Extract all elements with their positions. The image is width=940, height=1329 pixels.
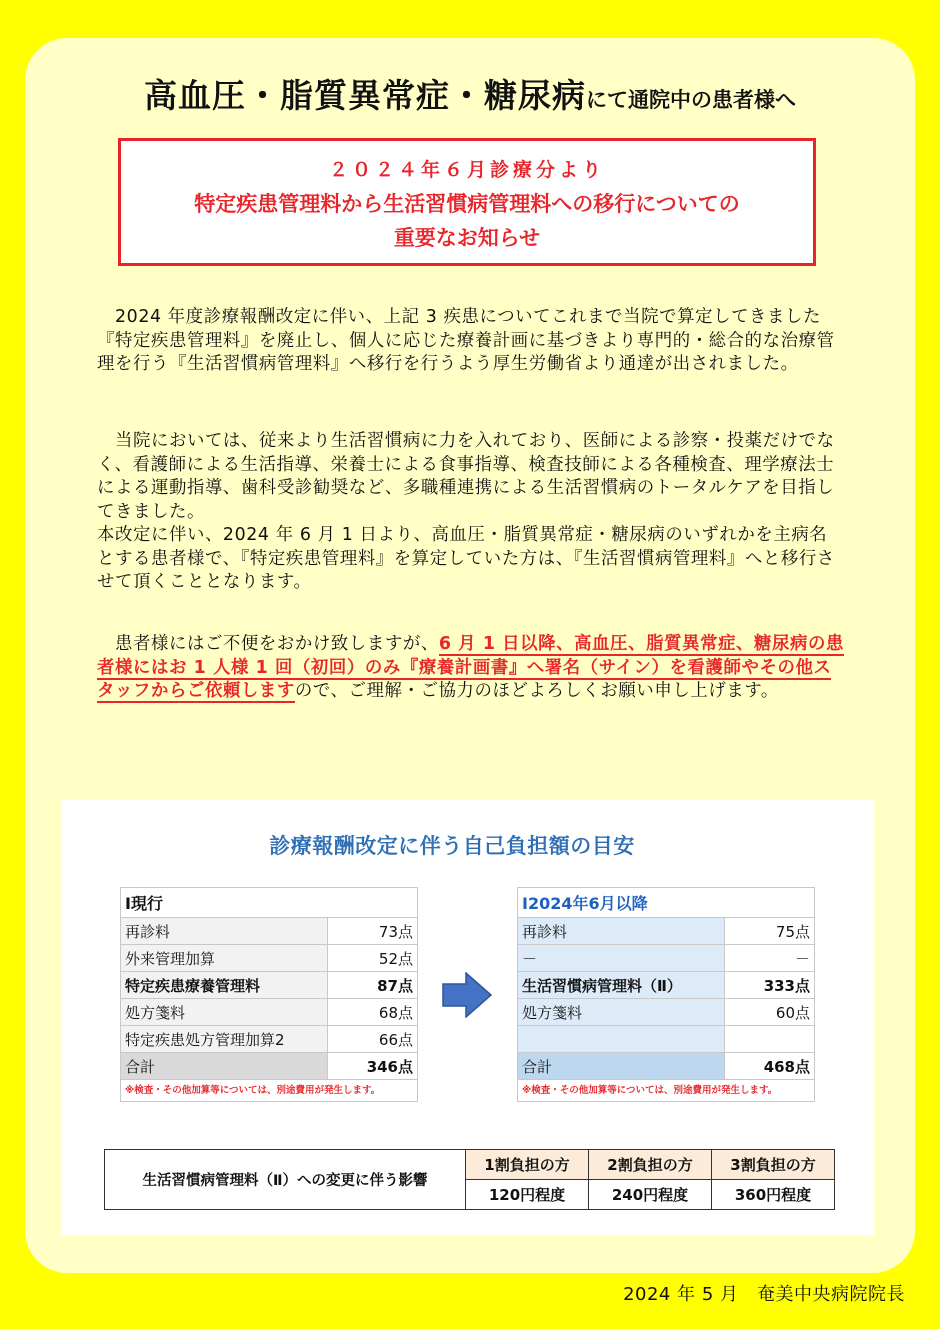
impact-value-10pct: 120円程度	[466, 1180, 589, 1210]
fee-total-label: 合計	[518, 1053, 725, 1080]
fee-item-points: 75点	[725, 918, 815, 945]
current-fee-note: ※検査・その他加算等については、別途費用が発生します。	[121, 1080, 418, 1102]
page-title-main: 高血圧・脂質異常症・糖尿病	[144, 76, 586, 115]
table-row	[121, 918, 418, 945]
fee-item-name: 再診料	[518, 918, 725, 945]
revised-fee-table	[517, 887, 815, 1102]
fee-total-label: 合計	[121, 1053, 328, 1080]
cost-impact-table	[104, 1149, 835, 1210]
table-row-total	[121, 1053, 418, 1080]
revised-fee-header: Ⅰ2024年6月以降	[518, 888, 815, 918]
fee-item-name: －	[518, 945, 725, 972]
table-row	[518, 999, 815, 1026]
table-row	[518, 918, 815, 945]
fee-item-name: 外来管理加算	[121, 945, 328, 972]
impact-value-30pct: 360円程度	[712, 1180, 835, 1210]
impact-header-10pct: 1割負担の方	[466, 1150, 589, 1180]
right-arrow-icon	[442, 972, 492, 1018]
paragraph-revision	[97, 306, 845, 377]
fee-item-name: 特定疾患処方管理加算2	[121, 1026, 328, 1053]
paragraph-transition-text: 本改定に伴い、2024 年 6 月 1 日より、高血圧・脂質異常症・糖尿病のいずれかを主病名とする患者様で、『特定疾患管理料』を算定していた方は、『生活習慣病管理料』へと移行させて頂くこととなります。	[97, 525, 835, 592]
fee-item-name: 処方箋料	[121, 999, 328, 1026]
fee-comparison-title: 診療報酬改定に伴う自己負担額の目安	[269, 834, 635, 858]
fee-item-points: 68点	[328, 999, 418, 1026]
notice-line-2: 特定疾患管理料から生活習慣病管理料への移行についての	[194, 192, 740, 216]
fee-item-name: 生活習慣病管理料（Ⅱ）	[518, 972, 725, 999]
table-row	[121, 972, 418, 999]
notice-line-1: ２０２４年６月診療分より	[328, 159, 605, 181]
fee-item-points: 333点	[725, 972, 815, 999]
page-title	[0, 70, 940, 117]
fee-item-name: 再診料	[121, 918, 328, 945]
fee-item-points: 60点	[725, 999, 815, 1026]
fee-item-name	[518, 1026, 725, 1053]
table-row	[121, 1026, 418, 1053]
fee-item-name: 処方箋料	[518, 999, 725, 1026]
fee-item-points: 66点	[328, 1026, 418, 1053]
paragraph-hospital-care	[97, 430, 845, 595]
paragraph-revision-text: 2024 年度診療報酬改定に伴い、上記 3 疾患についてこれまで当院で算定してきました『特定疾患管理料』を廃止し、個人に応じた療養計画に基づきより専門的・総合的な治療管理を行う『生活習慣病管理料』へ移行を行うよう厚生労働省より通達が出されました。	[97, 307, 835, 374]
notice-line-3: 重要なお知らせ	[393, 226, 541, 250]
table-row	[518, 945, 815, 972]
fee-item-points: 87点	[328, 972, 418, 999]
fee-item-name: 特定疾患療養管理料	[121, 972, 328, 999]
request-closing: ので、ご理解・ご協力のほどよろしくお願い申し上げます。	[294, 681, 779, 701]
request-highlight: 6 月 1 日以降、高血圧、脂質異常症、糖尿病の患者様にはお 1 人様 1 回（初回）のみ『療養計画書』へ署名（サイン）を看護師やその他スタッフからご依頼します	[97, 634, 845, 701]
table-row	[518, 1026, 815, 1053]
impact-header-20pct: 2割負担の方	[589, 1150, 712, 1180]
important-notice-box	[118, 138, 816, 266]
paragraph-request	[97, 633, 845, 704]
table-row	[518, 972, 815, 999]
signature-footer: 2024 年 5 月 奄美中央病院院長	[623, 1284, 905, 1305]
impact-value-20pct: 240円程度	[589, 1180, 712, 1210]
fee-item-points	[725, 1026, 815, 1053]
impact-label: 生活習慣病管理料（Ⅱ）への変更に伴う影響	[105, 1150, 466, 1210]
page-title-suffix: にて通院中の患者様へ	[586, 88, 796, 112]
fee-item-points: 52点	[328, 945, 418, 972]
request-intro: 患者様にはご不便をおかけ致しますが、	[97, 634, 439, 654]
fee-total-points: 346点	[328, 1053, 418, 1080]
fee-item-points: 73点	[328, 918, 418, 945]
revised-fee-note: ※検査・その他加算等については、別途費用が発生します。	[518, 1080, 815, 1102]
current-fee-header: Ⅰ現行	[121, 888, 418, 918]
fee-item-points: －	[725, 945, 815, 972]
impact-header-30pct: 3割負担の方	[712, 1150, 835, 1180]
fee-total-points: 468点	[725, 1053, 815, 1080]
current-fee-table	[120, 887, 418, 1102]
table-row	[121, 945, 418, 972]
table-row-total	[518, 1053, 815, 1080]
paragraph-hospital-care-text: 当院においては、従来より生活習慣病に力を入れており、医師による診察・投薬だけでなく、看護師による生活指導、栄養士による食事指導、検査技師による各種検査、理学療法士による運動指導、歯科受診勧奨など、多職種連携による生活習慣病のトータルケアを目指してきました。	[97, 431, 835, 522]
table-row	[121, 999, 418, 1026]
